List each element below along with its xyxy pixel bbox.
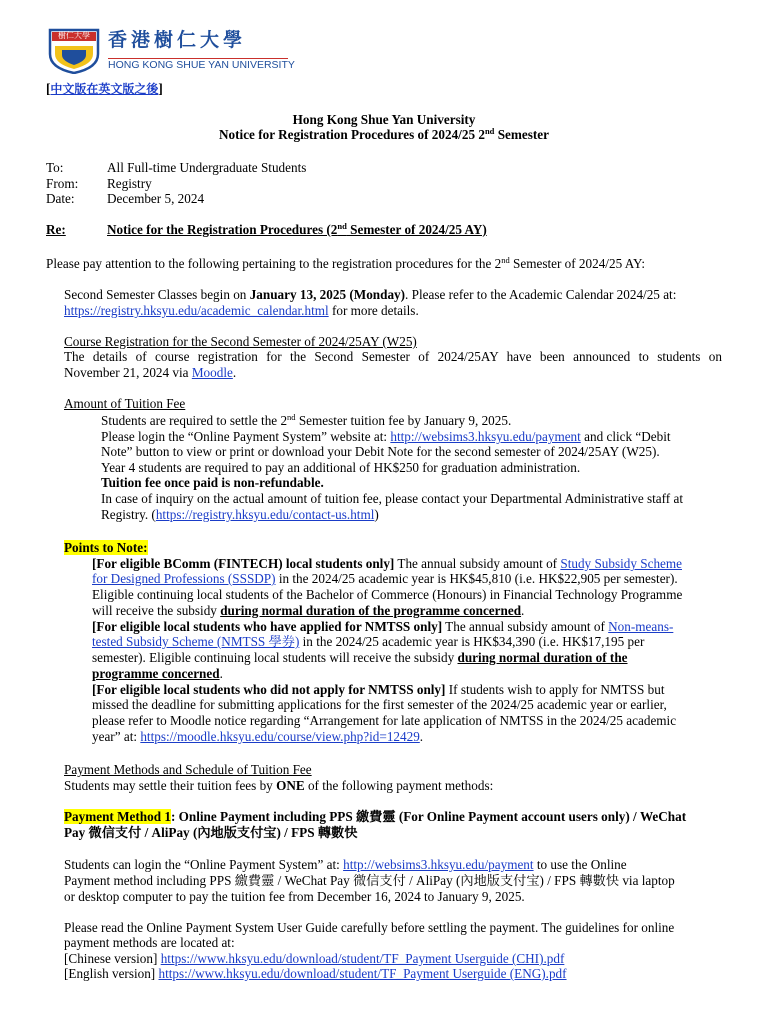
course-registration-line-2: November 21, 2024 via Moodle. [64,365,237,380]
title-line-1: Hong Kong Shue Yan University [292,112,476,127]
point-2-line-4: programme concerned. [92,666,223,681]
tuition-line-2: Please login the “Online Payment System” website at: http://websims3.hksyu.edu/payment and click “Debit [101,429,671,444]
guide-line-1: Please read the Online Payment System User Guide carefully before settling the payment. The guidelines for online [64,920,675,935]
tuition-line-7: Registry. (https://registry.hksyu.edu/contact-us.html) [101,507,379,522]
language-link-row: [中文版在英文版之後] [46,81,163,96]
point-3-line-1: [For eligible local students who did not apply for NMTSS only] If students wish to apply for NMTSS but [92,682,665,697]
from-label: From: [46,176,79,191]
date-label: Date: [46,191,75,206]
tuition-fee-heading: Amount of Tuition Fee [64,396,186,411]
payment-system-link[interactable]: http://websims3.hksyu.edu/payment [390,429,581,444]
online-payment-link[interactable]: http://websims3.hksyu.edu/payment [343,857,534,872]
point-1-line-4: will receive the subsidy during normal duration of the programme concerned. [92,603,525,618]
moodle-notice-link[interactable]: https://moodle.hksyu.edu/course/view.php?id=12429 [140,729,420,744]
payment-desc-line-3: or desktop computer to pay the tuition fee from December 16, 2024 to January 9, 2025. [64,889,525,904]
payment-method-1-title-line-2: Pay 微信支付 / AliPay (內地版支付宝) / FPS 轉數快 [64,825,358,840]
tuition-line-1: Students are required to settle the 2nd Semester tuition fee by January 9, 2025. [101,412,512,428]
chinese-guide-link[interactable]: https://www.hksyu.edu/download/student/TF_Payment Userguide (CHI).pdf [160,951,565,966]
payment-methods-heading: Payment Methods and Schedule of Tuition Fee [64,762,312,777]
payment-desc-line-2: Payment method including PPS 繳費靈 / WeChat Pay 微信支付 / AliPay (內地版支付宝) / FPS 轉數快 via laptop [64,873,675,888]
chinese-guide-row: [Chinese version] https://www.hksyu.edu/download/student/TF_Payment Userguide (CHI).pdf [64,951,565,966]
university-logo [46,24,296,74]
to-label: To: [46,160,64,175]
sssdp-link-cont[interactable]: for Designed Professions (SSSDP) [92,571,276,586]
english-guide-row: [English version] https://www.hksyu.edu/download/student/TF_Payment Userguide (ENG).pdf [64,966,567,981]
sssdp-link[interactable]: Study Subsidy Scheme [560,556,682,571]
title-line-2: Notice for Registration Procedures of 2024/25 2nd Semester [219,126,549,143]
payment-method-1-title: Payment Method 1: Online Payment including PPS 繳費靈 (For Online Payment account users only) / WeChat [64,809,687,824]
date-value: December 5, 2024 [107,191,205,206]
re-subject: Notice for the Registration Procedures (2nd Semester of 2024/25 AY) [107,221,487,237]
points-to-note-heading: Points to Note: [64,540,148,555]
classes-begin-text: Second Semester Classes begin on January 13, 2025 (Monday). Please refer to the Academic Calendar 2024/25 at: [64,287,677,302]
payment-method-1-label: Payment Method 1 [64,809,171,824]
tuition-line-6: In case of inquiry on the actual amount of tuition fee, please contact your Departmental Administrative staff at [101,491,684,506]
course-registration-line-1: The details of course registration for the Second Semester of 2024/25AY have been announced to students on [64,349,722,364]
payment-methods-intro: Students may settle their tuition fees by ONE of the following payment methods: [64,778,494,793]
non-refundable-notice: Tuition fee once paid is non-refundable. [101,475,324,490]
tuition-line-3: Note” button to view or print or download your Debit Note for the second semester of 2024/25AY (W25). [101,444,660,459]
contact-us-link[interactable]: https://registry.hksyu.edu/contact-us.html [155,507,375,522]
point-1-line-3: Eligible continuing local students of the Bachelor of Commerce (Honours) in Financial Technology Programme [92,587,683,602]
academic-calendar-link[interactable]: https://registry.hksyu.edu/academic_calendar.html [64,303,329,318]
point-1-line-2: for Designed Professions (SSSDP) in the 2024/25 academic year is HK$45,810 (i.e. HK$22,905 per semester). [92,571,678,586]
document-title [0,112,768,143]
chinese-version-link[interactable]: 中文版在英文版之後 [50,82,159,96]
intro-text: Please pay attention to the following pertaining to the registration procedures for the 2nd Semester of 2024/25 AY: [46,255,646,271]
payment-desc-line-1: Students can login the “Online Payment System” at: http://websims3.hksyu.edu/payment to use the Online [64,857,627,872]
nmtss-link[interactable]: Non-means- [608,619,674,634]
tuition-line-4: Year 4 students are required to pay an additional of HK$250 for graduation administration. [101,460,581,475]
course-registration-heading: Course Registration for the Second Semester of 2024/25AY (W25) [64,334,417,349]
seal-text: 樹仁大學 [58,31,90,40]
english-guide-link[interactable]: https://www.hksyu.edu/download/student/TF_Payment Userguide (ENG).pdf [158,966,567,981]
point-1-line-1: [For eligible BComm (FINTECH) local students only] The annual subsidy amount of Study Subsidy Scheme [92,556,682,571]
point-2-line-1: [For eligible local students who have applied for NMTSS only] The annual subsidy amount of Non-means- [92,619,674,634]
moodle-link[interactable]: Moodle [191,365,233,380]
point-2-line-3: semester). Eligible continuing local students will receive the subsidy during normal duration of the [92,650,628,665]
nmtss-link-cont[interactable]: tested Subsidy Scheme (NMTSS 學券) [92,634,300,649]
university-name-cn: 香港樹仁大學 [108,29,247,51]
to-value: All Full-time Undergraduate Students [107,160,307,175]
point-3-line-3: please refer to Moodle notice regarding “Arrangement for late application of NMTSS in the 2024/25 academic [92,713,677,728]
from-value: Registry [107,176,152,191]
university-name-en: HONG KONG SHUE YAN UNIVERSITY [108,59,295,71]
re-label: Re: [46,222,66,237]
guide-line-2: payment methods are located at: [64,935,235,950]
point-3-line-2: missed the deadline for submitting applications for the first semester of the 2024/25 academic year or earlier, [92,697,667,712]
classes-link-row: https://registry.hksyu.edu/academic_calendar.html for more details. [64,303,419,318]
logo-divider [108,58,288,59]
point-2-line-2: tested Subsidy Scheme (NMTSS 學券) in the 2024/25 academic year is HK$34,390 (i.e. HK$17,195 per [92,634,645,649]
point-3-line-4: year” at: https://moodle.hksyu.edu/course/view.php?id=12429. [92,729,424,744]
